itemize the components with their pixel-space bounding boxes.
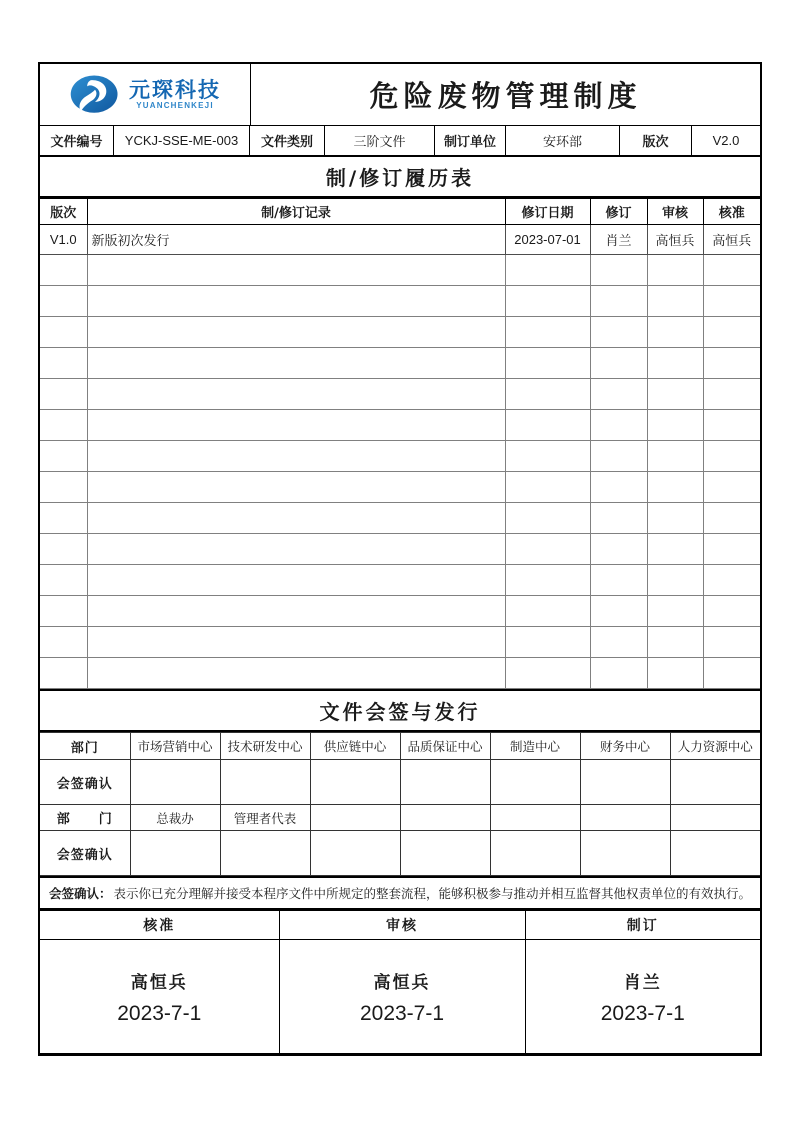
history-empty-cell	[40, 379, 87, 410]
history-empty-cell	[703, 534, 760, 565]
approve-col-header: 核准	[40, 911, 279, 940]
signature-cell	[580, 760, 670, 805]
dept-cell: 品质保证中心	[400, 733, 490, 760]
dept-cell: 总裁办	[130, 805, 220, 831]
logo-icon	[69, 74, 121, 116]
confirm-label: 会签确认	[40, 760, 130, 805]
history-empty-cell	[40, 534, 87, 565]
history-empty-cell	[590, 286, 647, 317]
signature-cell	[220, 760, 310, 805]
document-title: 危险废物管理制度	[369, 79, 642, 113]
history-empty-cell	[40, 658, 87, 689]
history-empty-cell	[87, 565, 505, 596]
history-empty-row	[40, 503, 760, 534]
col-reviewer: 审核	[647, 199, 703, 225]
history-empty-cell	[505, 348, 590, 379]
history-empty-cell	[505, 255, 590, 286]
history-empty-cell	[40, 317, 87, 348]
dept-cell	[490, 805, 580, 831]
history-empty-cell	[590, 596, 647, 627]
history-empty-cell	[703, 596, 760, 627]
dept-cell: 人力资源中心	[670, 733, 760, 760]
history-empty-cell	[505, 410, 590, 441]
signoff-note	[40, 876, 760, 910]
history-empty-cell	[505, 317, 590, 348]
history-empty-row	[40, 534, 760, 565]
signature-cell	[400, 831, 490, 876]
history-empty-cell	[703, 565, 760, 596]
logo-company-name: 元琛科技	[129, 77, 221, 102]
history-empty-cell	[703, 348, 760, 379]
doc-category-label: 文件类别	[250, 126, 325, 155]
history-empty-cell	[647, 255, 703, 286]
history-empty-row	[40, 317, 760, 348]
dept-cell: 财务中心	[580, 733, 670, 760]
history-empty-cell	[87, 379, 505, 410]
draft-col-header: 制订	[525, 911, 760, 940]
issuing-unit-value: 安环部	[506, 126, 620, 155]
history-empty-cell	[703, 441, 760, 472]
history-empty-cell	[590, 534, 647, 565]
history-empty-cell	[505, 596, 590, 627]
history-empty-cell	[505, 286, 590, 317]
history-empty-cell	[40, 410, 87, 441]
history-empty-cell	[590, 348, 647, 379]
approval-signature-row	[40, 940, 760, 1054]
signature-cell	[310, 760, 400, 805]
history-empty-cell	[703, 379, 760, 410]
history-empty-cell	[703, 472, 760, 503]
dept-cell	[310, 805, 400, 831]
signature-cell	[670, 760, 760, 805]
version-value: V2.0	[712, 133, 740, 148]
revision-history-title: 制/修订履历表	[40, 157, 760, 198]
history-empty-cell	[87, 441, 505, 472]
signature-cell	[130, 831, 220, 876]
history-empty-cell	[505, 627, 590, 658]
history-empty-cell	[590, 658, 647, 689]
history-empty-cell	[647, 410, 703, 441]
history-empty-cell	[647, 627, 703, 658]
history-empty-cell	[87, 317, 505, 348]
history-empty-cell	[87, 255, 505, 286]
logo-company-name-en: YUANCHENKEJI	[136, 101, 214, 110]
history-empty-cell	[647, 658, 703, 689]
history-empty-cell	[505, 472, 590, 503]
history-empty-cell	[647, 348, 703, 379]
dept-cell	[580, 805, 670, 831]
dept-cell: 技术研发中心	[220, 733, 310, 760]
signature-cell	[400, 760, 490, 805]
dept-label: 部门	[40, 733, 130, 760]
history-empty-cell	[87, 534, 505, 565]
history-empty-cell	[647, 441, 703, 472]
history-empty-cell	[590, 627, 647, 658]
history-empty-cell	[590, 503, 647, 534]
history-record: 新版初次发行	[87, 225, 505, 255]
col-date: 修订日期	[505, 199, 590, 225]
history-empty-cell	[703, 317, 760, 348]
history-empty-cell	[590, 317, 647, 348]
history-empty-cell	[87, 596, 505, 627]
history-empty-cell	[40, 472, 87, 503]
history-empty-cell	[590, 441, 647, 472]
history-empty-cell	[40, 503, 87, 534]
signature-cell	[130, 760, 220, 805]
history-empty-cell	[647, 534, 703, 565]
history-row	[40, 225, 760, 255]
history-reviewer: 高恒兵	[647, 225, 703, 255]
history-empty-row	[40, 255, 760, 286]
history-empty-row	[40, 441, 760, 472]
doc-number-label: 文件编号	[40, 126, 114, 155]
dept-cell: 市场营销中心	[130, 733, 220, 760]
history-empty-row	[40, 596, 760, 627]
history-empty-cell	[87, 286, 505, 317]
issuing-unit-label: 制订单位	[435, 126, 506, 155]
signoff-section	[40, 689, 760, 876]
history-empty-cell	[647, 596, 703, 627]
history-reviser: 肖兰	[590, 225, 647, 255]
history-empty-cell	[703, 255, 760, 286]
revision-history-table	[40, 198, 760, 689]
history-empty-cell	[590, 255, 647, 286]
history-empty-cell	[87, 410, 505, 441]
history-empty-cell	[590, 410, 647, 441]
history-empty-cell	[647, 472, 703, 503]
history-empty-row	[40, 565, 760, 596]
history-empty-cell	[40, 255, 87, 286]
dept-cell: 制造中心	[490, 733, 580, 760]
history-empty-cell	[40, 286, 87, 317]
history-empty-cell	[703, 410, 760, 441]
history-empty-row	[40, 379, 760, 410]
history-empty-cell	[505, 534, 590, 565]
history-empty-cell	[40, 441, 87, 472]
history-empty-cell	[87, 472, 505, 503]
col-reviser: 修订	[590, 199, 647, 225]
dept-cell	[400, 805, 490, 831]
history-empty-cell	[590, 379, 647, 410]
col-record: 制/修订记录	[87, 199, 505, 225]
history-empty-cell	[647, 503, 703, 534]
signature-cell	[310, 831, 400, 876]
version-label: 版次	[620, 126, 692, 155]
signoff-title: 文件会签与发行	[40, 691, 760, 732]
history-empty-cell	[703, 658, 760, 689]
document-info-row	[40, 126, 760, 157]
history-empty-cell	[703, 286, 760, 317]
document-page	[38, 62, 762, 1056]
review-date: 2023-7-1	[359, 1001, 445, 1025]
doc-category-value: 三阶文件	[325, 126, 435, 155]
col-approver: 核准	[703, 199, 760, 225]
history-empty-cell	[40, 627, 87, 658]
history-empty-row	[40, 348, 760, 379]
col-version: 版次	[40, 199, 87, 225]
dept-cell	[670, 805, 760, 831]
history-date: 2023-07-01	[505, 225, 590, 255]
history-empty-cell	[87, 348, 505, 379]
history-empty-cell	[590, 565, 647, 596]
note-label: 会签确认：	[48, 886, 112, 901]
signoff-confirm-row2	[40, 831, 760, 876]
history-empty-row	[40, 658, 760, 689]
review-col-header: 审核	[279, 911, 525, 940]
approval-header-row	[40, 911, 760, 940]
history-empty-cell	[505, 441, 590, 472]
history-empty-cell	[40, 348, 87, 379]
signoff-dept2-header-row	[40, 805, 760, 831]
history-empty-cell	[505, 658, 590, 689]
signoff-dept-header-row	[40, 733, 760, 760]
history-empty-cell	[87, 658, 505, 689]
history-header-row	[40, 199, 760, 225]
history-empty-row	[40, 410, 760, 441]
review-signature-cell	[279, 940, 525, 1054]
confirm-label: 会签确认	[40, 831, 130, 876]
history-empty-row	[40, 472, 760, 503]
signature-cell	[220, 831, 310, 876]
history-empty-cell	[505, 503, 590, 534]
dept-cell: 管理者代表	[220, 805, 310, 831]
history-empty-cell	[40, 596, 87, 627]
approval-table	[40, 910, 760, 1054]
history-empty-row	[40, 627, 760, 658]
history-empty-cell	[647, 565, 703, 596]
history-empty-cell	[87, 503, 505, 534]
signature-cell	[670, 831, 760, 876]
title-cell	[251, 64, 760, 125]
note-text: 表示你已充分理解并接受本程序文件中所规定的整套流程，能够积极参与推动并相互监督其他权责单位的有效执行。	[113, 886, 752, 901]
history-version: V1.0	[40, 225, 87, 255]
reviewer-name: 高恒兵	[373, 972, 431, 993]
dept2-label: 部 门	[40, 805, 130, 831]
history-empty-cell	[647, 286, 703, 317]
dept-cell: 供应链中心	[310, 733, 400, 760]
history-empty-cell	[703, 627, 760, 658]
logo-text	[129, 79, 221, 110]
signoff-table	[40, 732, 760, 876]
signature-cell	[490, 760, 580, 805]
history-empty-cell	[647, 379, 703, 410]
history-empty-cell	[505, 379, 590, 410]
approver-name: 高恒兵	[130, 972, 188, 993]
history-empty-cell	[647, 317, 703, 348]
document-header	[40, 64, 760, 126]
history-empty-cell	[87, 627, 505, 658]
drafter-name: 肖兰	[623, 972, 662, 993]
company-logo	[40, 64, 251, 125]
history-empty-cell	[703, 503, 760, 534]
draft-signature-cell	[525, 940, 760, 1054]
history-approver: 高恒兵	[703, 225, 760, 255]
draft-date: 2023-7-1	[600, 1001, 685, 1025]
history-empty-cell	[40, 565, 87, 596]
history-empty-cell	[590, 472, 647, 503]
signature-cell	[580, 831, 670, 876]
approve-date: 2023-7-1	[117, 1001, 202, 1025]
signoff-confirm-row	[40, 760, 760, 805]
signature-cell	[490, 831, 580, 876]
doc-number-value: YCKJ-SSE-ME-003	[114, 126, 250, 155]
approve-signature-cell	[40, 940, 279, 1054]
history-empty-row	[40, 286, 760, 317]
history-empty-cell	[505, 565, 590, 596]
